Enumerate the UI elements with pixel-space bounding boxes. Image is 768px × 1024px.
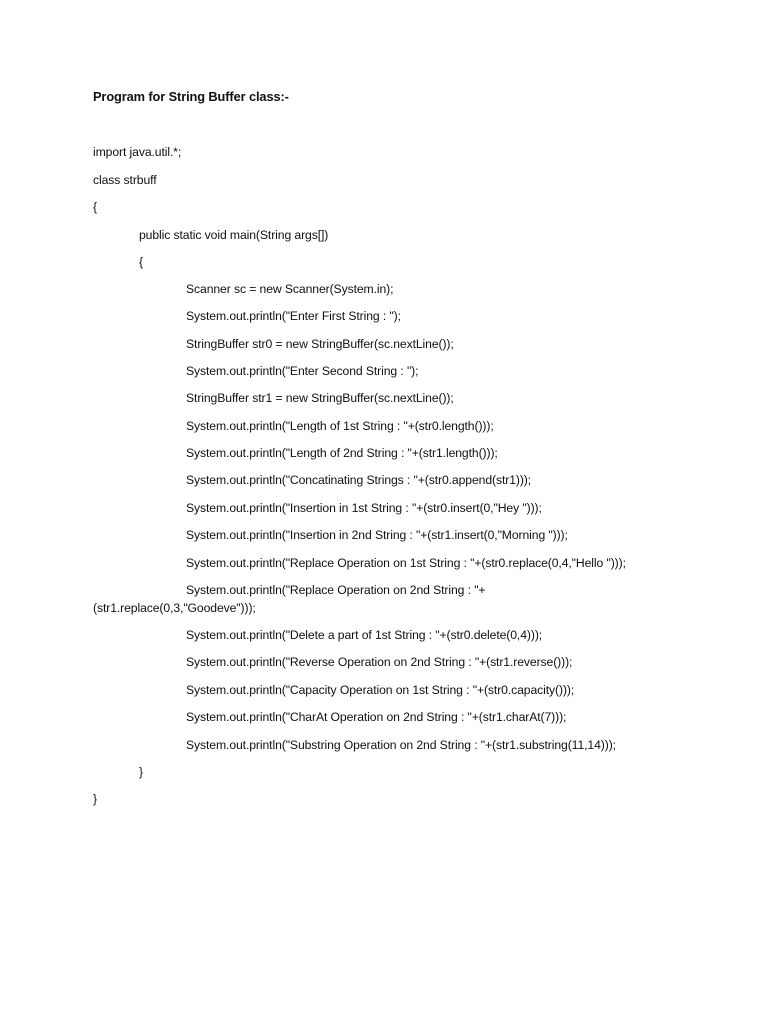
code-line-substring: System.out.println("Substring Operation on 2nd String : "+(str1.substring(11,14)));: [186, 738, 616, 752]
code-line-main-method: public static void main(String args[]): [139, 228, 329, 242]
code-line-concat: System.out.println("Concatinating Strings : "+(str0.append(str1)));: [186, 473, 532, 487]
code-line-charat: System.out.println("CharAt Operation on 2nd String : "+(str1.charAt(7)));: [186, 710, 567, 724]
code-line-prompt-second: System.out.println("Enter Second String : ");: [186, 364, 419, 378]
code-line-scanner: Scanner sc = new Scanner(System.in);: [186, 282, 394, 296]
code-line-replace-2nd-wrap: (str1.replace(0,3,"Goodeve")));: [93, 601, 256, 615]
code-line-main-close-brace: }: [139, 765, 143, 779]
document-title: Program for String Buffer class:-: [93, 89, 289, 104]
code-line-replace-1st: System.out.println("Replace Operation on 1st String : "+(str0.replace(0,4,"Hello ")));: [186, 556, 626, 570]
code-line-str0: StringBuffer str0 = new StringBuffer(sc.nextLine());: [186, 337, 454, 351]
code-line-reverse: System.out.println("Reverse Operation on 2nd String : "+(str1.reverse()));: [186, 655, 573, 669]
code-line-class-open-brace: {: [93, 200, 97, 214]
code-line-length-2nd: System.out.println("Length of 2nd String : "+(str1.length()));: [186, 446, 498, 460]
code-line-class-close-brace: }: [93, 792, 97, 806]
code-line-insert-2nd: System.out.println("Insertion in 2nd String : "+(str1.insert(0,"Morning ")));: [186, 528, 568, 542]
code-line-import: import java.util.*;: [93, 145, 182, 159]
code-line-main-open-brace: {: [139, 255, 143, 269]
code-line-class-declaration: class strbuff: [93, 173, 157, 187]
code-line-delete: System.out.println("Delete a part of 1st String : "+(str0.delete(0,4)));: [186, 628, 543, 642]
code-line-length-1st: System.out.println("Length of 1st String : "+(str0.length()));: [186, 419, 494, 433]
code-line-str1: StringBuffer str1 = new StringBuffer(sc.nextLine());: [186, 391, 454, 405]
code-line-insert-1st: System.out.println("Insertion in 1st String : "+(str0.insert(0,"Hey ")));: [186, 501, 542, 515]
code-line-replace-2nd: System.out.println("Replace Operation on 2nd String : "+: [186, 583, 486, 597]
code-line-prompt-first: System.out.println("Enter First String : ");: [186, 309, 401, 323]
code-line-capacity: System.out.println("Capacity Operation on 1st String : "+(str0.capacity()));: [186, 683, 575, 697]
